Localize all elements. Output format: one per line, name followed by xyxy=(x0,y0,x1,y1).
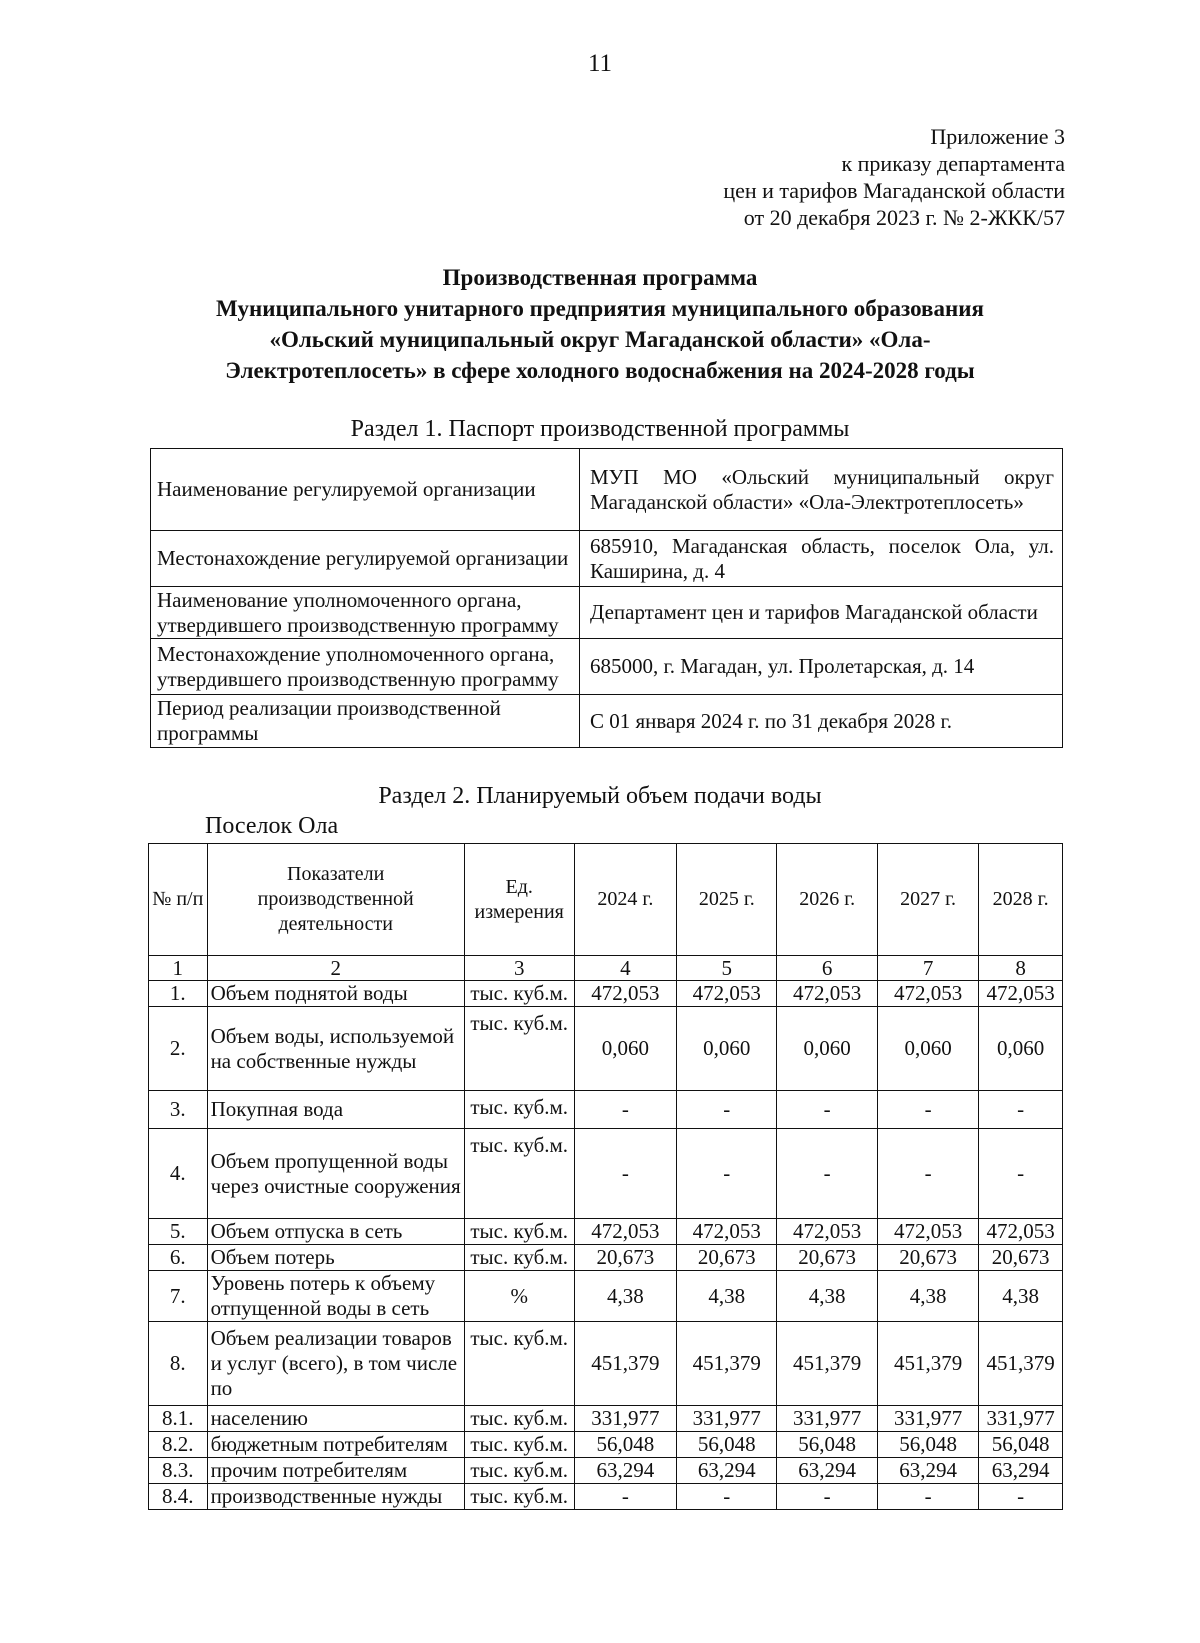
column-header: 2024 г. xyxy=(574,844,676,956)
indicator-name: Объем поднятой воды xyxy=(207,981,464,1007)
column-number: 2 xyxy=(207,956,464,981)
year-value: 331,977 xyxy=(877,1406,978,1432)
table-row xyxy=(149,1322,1063,1406)
year-value: 56,048 xyxy=(979,1432,1063,1458)
year-value: - xyxy=(877,1484,978,1510)
row-number: 8.3. xyxy=(149,1458,208,1484)
year-value: 56,048 xyxy=(677,1432,777,1458)
row-number: 8.1. xyxy=(149,1406,208,1432)
year-value: 56,048 xyxy=(777,1432,877,1458)
table-row xyxy=(149,981,1063,1007)
passport-label: Местонахождение уполномоченного органа, утвердившего производственную программу xyxy=(151,639,580,695)
table-row xyxy=(149,1432,1063,1458)
indicator-name: прочим потребителям xyxy=(207,1458,464,1484)
unit-cell: тыс. куб.м. xyxy=(464,1432,574,1458)
unit-cell: тыс. куб.м. xyxy=(464,1484,574,1510)
table-row xyxy=(149,1406,1063,1432)
year-value: 56,048 xyxy=(574,1432,676,1458)
column-header: Ед. измерения xyxy=(464,844,574,956)
year-value: 472,053 xyxy=(877,981,978,1007)
year-value: 20,673 xyxy=(979,1245,1063,1271)
passport-value: С 01 января 2024 г. по 31 декабря 2028 г. xyxy=(580,695,1063,748)
unit-cell: тыс. куб.м. xyxy=(464,1219,574,1245)
table-row xyxy=(149,1245,1063,1271)
year-value: 451,379 xyxy=(877,1322,978,1406)
year-value: - xyxy=(979,1091,1063,1129)
column-number: 5 xyxy=(677,956,777,981)
row-number: 2. xyxy=(149,1007,208,1091)
year-value: 472,053 xyxy=(677,981,777,1007)
unit-cell: тыс. куб.м. xyxy=(464,1458,574,1484)
section-2-heading: Раздел 2. Планируемый объем подачи воды xyxy=(378,783,822,809)
row-number: 5. xyxy=(149,1219,208,1245)
passport-value: Департамент цен и тарифов Магаданской области xyxy=(580,587,1063,639)
year-value: 20,673 xyxy=(677,1245,777,1271)
year-value: 20,673 xyxy=(777,1245,877,1271)
passport-table xyxy=(150,448,1063,748)
year-value: 451,379 xyxy=(979,1322,1063,1406)
indicator-name: населению xyxy=(207,1406,464,1432)
column-header: 2025 г. xyxy=(677,844,777,956)
year-value: 472,053 xyxy=(574,1219,676,1245)
row-number: 7. xyxy=(149,1271,208,1322)
year-value: 0,060 xyxy=(677,1007,777,1091)
passport-label: Местонахождение регулируемой организации xyxy=(151,531,580,587)
row-number: 8. xyxy=(149,1322,208,1406)
year-value: 472,053 xyxy=(777,981,877,1007)
unit-cell: тыс. куб.м. xyxy=(464,1245,574,1271)
year-value: 472,053 xyxy=(979,1219,1063,1245)
passport-value: 685910, Магаданская область, поселок Ола, ул. Каширина, д. 4 xyxy=(580,531,1063,587)
column-header: 2027 г. xyxy=(877,844,978,956)
year-value: 0,060 xyxy=(877,1007,978,1091)
year-value: - xyxy=(979,1129,1063,1219)
table-row xyxy=(149,1458,1063,1484)
year-value: 451,379 xyxy=(777,1322,877,1406)
year-value: 451,379 xyxy=(574,1322,676,1406)
unit-cell: тыс. куб.м. xyxy=(464,1406,574,1432)
indicator-name: Объем отпуска в сеть xyxy=(207,1219,464,1245)
unit-cell: тыс. куб.м. xyxy=(464,1129,574,1219)
year-value: 63,294 xyxy=(777,1458,877,1484)
row-number: 4. xyxy=(149,1129,208,1219)
year-value: 451,379 xyxy=(677,1322,777,1406)
appendix-block xyxy=(723,123,1065,231)
passport-value: 685000, г. Магадан, ул. Пролетарская, д. 14 xyxy=(580,639,1063,695)
year-value: - xyxy=(979,1484,1063,1510)
water-volume-table xyxy=(148,843,1063,1510)
table-row xyxy=(149,1271,1063,1322)
column-header: 2026 г. xyxy=(777,844,877,956)
unit-cell: тыс. куб.м. xyxy=(464,1007,574,1091)
year-value: 472,053 xyxy=(677,1219,777,1245)
table-row xyxy=(149,1219,1063,1245)
appendix-line: цен и тарифов Магаданской области xyxy=(723,178,1065,203)
title-line: Муниципального унитарного предприятия муниципального образования xyxy=(216,296,984,321)
year-value: 0,060 xyxy=(979,1007,1063,1091)
passport-value: МУП МО «Ольский муниципальный округ Магаданской области» «Ола-Электротеплосеть» xyxy=(580,449,1063,531)
year-value: 4,38 xyxy=(877,1271,978,1322)
row-number: 1. xyxy=(149,981,208,1007)
column-number: 4 xyxy=(574,956,676,981)
column-number: 7 xyxy=(877,956,978,981)
year-value: 331,977 xyxy=(979,1406,1063,1432)
year-value: - xyxy=(777,1484,877,1510)
row-number: 8.4. xyxy=(149,1484,208,1510)
year-value: 20,673 xyxy=(877,1245,978,1271)
page-number: 11 xyxy=(587,50,613,77)
row-number: 3. xyxy=(149,1091,208,1129)
year-value: - xyxy=(677,1129,777,1219)
unit-cell: тыс. куб.м. xyxy=(464,981,574,1007)
title-line: «Ольский муниципальный округ Магаданской области» «Ола- xyxy=(269,327,931,352)
passport-row xyxy=(151,587,1063,639)
year-value: 4,38 xyxy=(677,1271,777,1322)
section-1-heading: Раздел 1. Паспорт производственной программы xyxy=(350,416,850,442)
year-value: - xyxy=(877,1091,978,1129)
year-value: 472,053 xyxy=(777,1219,877,1245)
column-number-row xyxy=(149,956,1063,981)
indicator-name: бюджетным потребителям xyxy=(207,1432,464,1458)
document-title xyxy=(140,262,1060,386)
year-value: 4,38 xyxy=(574,1271,676,1322)
row-number: 8.2. xyxy=(149,1432,208,1458)
row-number: 6. xyxy=(149,1245,208,1271)
appendix-line: от 20 декабря 2023 г. № 2-ЖКК/57 xyxy=(743,205,1065,230)
column-header: Показатели производственной деятельности xyxy=(207,844,464,956)
year-value: - xyxy=(677,1091,777,1129)
year-value: 472,053 xyxy=(979,981,1063,1007)
unit-cell: тыс. куб.м. xyxy=(464,1322,574,1406)
column-number: 6 xyxy=(777,956,877,981)
column-number: 8 xyxy=(979,956,1063,981)
year-value: - xyxy=(777,1129,877,1219)
unit-cell: тыс. куб.м. xyxy=(464,1091,574,1129)
indicator-name: Покупная вода xyxy=(207,1091,464,1129)
year-value: - xyxy=(574,1484,676,1510)
year-value: - xyxy=(677,1484,777,1510)
indicator-name: производственные нужды xyxy=(207,1484,464,1510)
year-value: - xyxy=(777,1091,877,1129)
indicator-name: Уровень потерь к объему отпущенной воды в сеть xyxy=(207,1271,464,1322)
year-value: - xyxy=(574,1091,676,1129)
year-value: 331,977 xyxy=(677,1406,777,1432)
column-header: 2028 г. xyxy=(979,844,1063,956)
appendix-line: Приложение 3 xyxy=(930,124,1065,149)
column-header: № п/п xyxy=(149,844,208,956)
passport-row xyxy=(151,639,1063,695)
indicator-name: Объем воды, используемой на собственные нужды xyxy=(207,1007,464,1091)
passport-label: Период реализации производственной программы xyxy=(151,695,580,748)
passport-label: Наименование регулируемой организации xyxy=(151,449,580,531)
year-value: 63,294 xyxy=(574,1458,676,1484)
passport-row xyxy=(151,695,1063,748)
table-row xyxy=(149,1007,1063,1091)
year-value: 0,060 xyxy=(777,1007,877,1091)
indicator-name: Объем реализации товаров и услуг (всего), в том числе по xyxy=(207,1322,464,1406)
title-line: Электротеплосеть» в сфере холодного водоснабжения на 2024-2028 годы xyxy=(225,358,975,383)
year-value: 472,053 xyxy=(877,1219,978,1245)
title-line: Производственная программа xyxy=(442,265,758,290)
passport-row xyxy=(151,531,1063,587)
year-value: - xyxy=(574,1129,676,1219)
unit-cell: % xyxy=(464,1271,574,1322)
year-value: 20,673 xyxy=(574,1245,676,1271)
year-value: 63,294 xyxy=(677,1458,777,1484)
year-value: 331,977 xyxy=(574,1406,676,1432)
year-value: 472,053 xyxy=(574,981,676,1007)
year-value: 56,048 xyxy=(877,1432,978,1458)
table-row xyxy=(149,1129,1063,1219)
table-row xyxy=(149,1091,1063,1129)
table-header-row xyxy=(149,844,1063,956)
indicator-name: Объем пропущенной воды через очистные сооружения xyxy=(207,1129,464,1219)
indicator-name: Объем потерь xyxy=(207,1245,464,1271)
year-value: 4,38 xyxy=(979,1271,1063,1322)
year-value: 4,38 xyxy=(777,1271,877,1322)
year-value: 331,977 xyxy=(777,1406,877,1432)
year-value: 63,294 xyxy=(979,1458,1063,1484)
table-row xyxy=(149,1484,1063,1510)
settlement-subheading: Поселок Ола xyxy=(205,813,339,839)
appendix-line: к приказу департамента xyxy=(841,151,1065,176)
year-value: - xyxy=(877,1129,978,1219)
passport-label: Наименование уполномоченного органа, утвердившего производственную программу xyxy=(151,587,580,639)
year-value: 0,060 xyxy=(574,1007,676,1091)
year-value: 63,294 xyxy=(877,1458,978,1484)
passport-row xyxy=(151,449,1063,531)
column-number: 3 xyxy=(464,956,574,981)
column-number: 1 xyxy=(149,956,208,981)
